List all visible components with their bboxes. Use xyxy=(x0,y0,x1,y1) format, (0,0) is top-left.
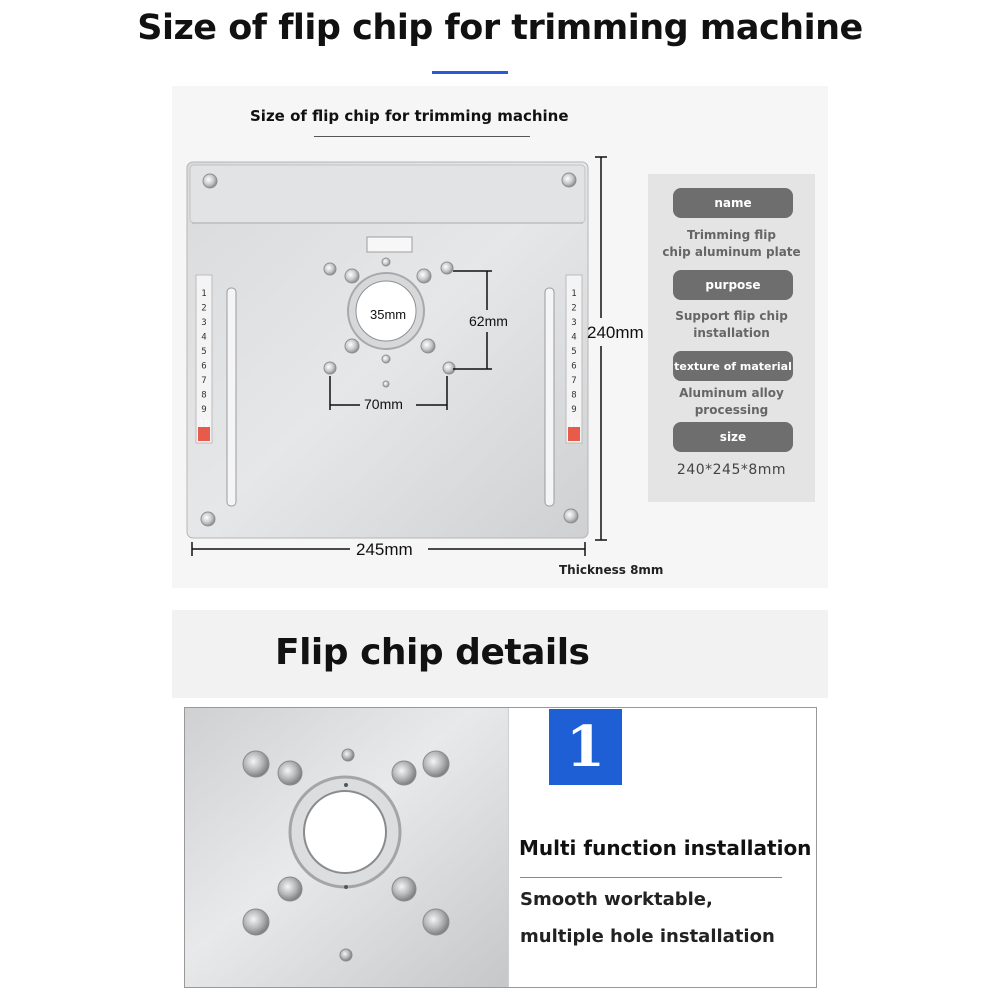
purpose-value-line-1: Support flip chip xyxy=(675,309,788,323)
ruler-mark-label: 4 xyxy=(201,332,207,343)
texture-value xyxy=(648,385,815,419)
subtitle-underline xyxy=(314,136,530,137)
ruler-mark-label: 2 xyxy=(201,303,207,314)
name-value-line-2: chip aluminum plate xyxy=(662,245,801,259)
ruler-mark-label: 5 xyxy=(201,347,207,357)
name-value xyxy=(648,227,815,261)
left-ruler xyxy=(196,275,212,443)
plate-width-label: 245mm xyxy=(356,540,413,559)
details-title: Flip chip details xyxy=(275,632,590,673)
ruler-mark-label: 6 xyxy=(201,361,207,372)
feature-description-line-1: Smooth worktable, xyxy=(520,889,713,910)
right-ruler xyxy=(566,275,582,443)
hole-diameter-label: 35mm xyxy=(370,307,407,322)
ruler-mark-label: 3 xyxy=(201,318,207,328)
feature-title: Multi function installation xyxy=(519,836,812,860)
plate-notch xyxy=(367,237,412,252)
plate-diagram xyxy=(172,150,632,560)
ruler-mark-label: 9 xyxy=(571,405,577,415)
page-title: Size of flip chip for trimming machine xyxy=(137,8,863,48)
plate-top-bar xyxy=(190,165,585,223)
feature-divider xyxy=(520,877,782,878)
right-slot xyxy=(545,288,554,506)
size-pill: size xyxy=(673,422,793,452)
ruler-mark-label: 1 xyxy=(571,289,577,299)
ruler-mark-label: 7 xyxy=(571,376,577,386)
vertical-spacing-label: 62mm xyxy=(469,313,508,329)
ruler-mark-label: 3 xyxy=(571,318,577,328)
name-pill: name xyxy=(673,188,793,218)
ruler-mark-label: 6 xyxy=(571,361,577,372)
diagram-subtitle: Size of flip chip for trimming machine xyxy=(250,107,569,125)
ruler-mark-label: 10 xyxy=(198,419,210,430)
ruler-mark-label: 7 xyxy=(201,376,207,386)
horizontal-spacing-label: 70mm xyxy=(364,396,403,412)
plate-closeup-image xyxy=(185,708,508,987)
feature-number-badge: 1 xyxy=(549,709,622,785)
corner-screw-icon xyxy=(203,174,217,188)
purpose-value-line-2: installation xyxy=(693,326,770,340)
plate-height-label: 240mm xyxy=(587,323,644,342)
left-slot xyxy=(227,288,236,506)
corner-screw-icon xyxy=(564,509,578,523)
detail-divider xyxy=(508,708,509,987)
corner-screw-icon xyxy=(562,173,576,187)
dimension-240 xyxy=(595,157,607,540)
purpose-pill: purpose xyxy=(673,270,793,300)
texture-value-line-2: processing xyxy=(694,403,769,417)
ruler-mark-label: 4 xyxy=(571,332,577,343)
ruler-mark-label: 2 xyxy=(571,303,577,314)
texture-value-line-1: Aluminum alloy xyxy=(679,386,784,400)
corner-screw-icon xyxy=(201,512,215,526)
purpose-value xyxy=(648,308,815,342)
thickness-label: Thickness 8mm xyxy=(559,563,664,577)
size-value: 240*245*8mm xyxy=(676,462,787,478)
ruler-mark-label: 10 xyxy=(568,419,580,430)
ruler-mark-label: 8 xyxy=(201,390,207,401)
feature-description-line-2: multiple hole installation xyxy=(520,926,775,947)
ruler-mark-label: 8 xyxy=(571,390,577,401)
ruler-mark-label: 1 xyxy=(201,289,207,299)
texture-pill: texture of material xyxy=(673,351,793,381)
closeup-center-hole xyxy=(304,791,386,873)
ruler-mark-label: 9 xyxy=(201,405,207,415)
name-value-line-1: Trimming flip xyxy=(687,228,776,242)
title-underline xyxy=(432,71,508,74)
ruler-mark-label: 5 xyxy=(571,347,577,357)
